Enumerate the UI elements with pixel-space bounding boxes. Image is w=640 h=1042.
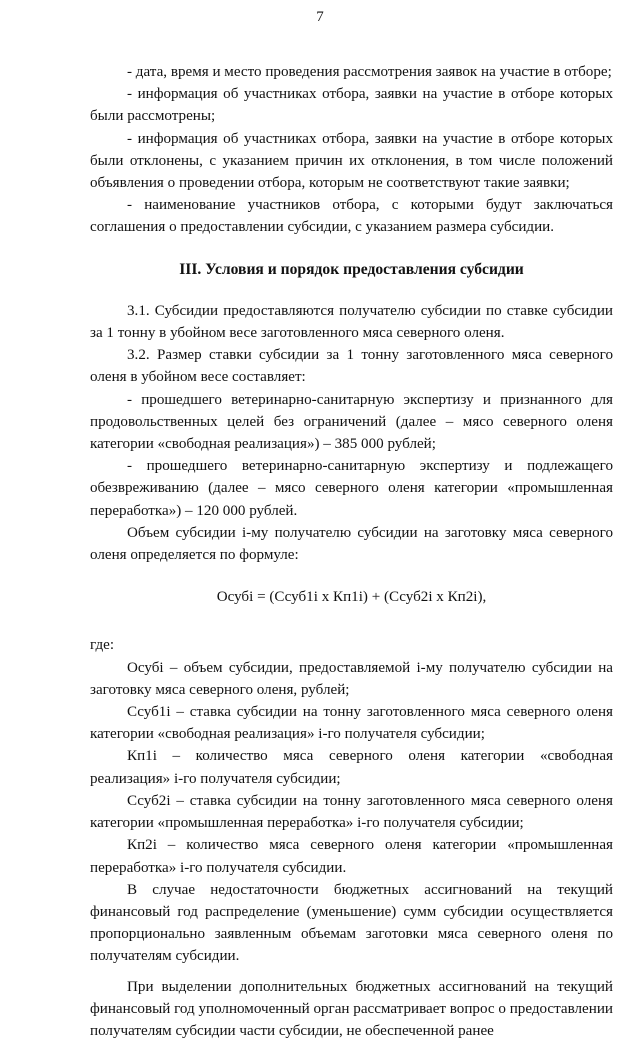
document-body — [90, 61, 613, 1042]
paragraph-shortage: В случае недостаточности бюджетных ассигнований на текущий финансовый год распределение (уменьшение) сумм субсидии осуществляется пропорционально заявленным объемам заготовки мяса северного оленя по получателям субсидии. — [90, 881, 613, 965]
definition-kp2: Кп2i – количество мяса северного оленя категории «промышленная переработка» i-го получателя субсидии. — [90, 837, 613, 876]
definition-osub: Осубi – объем субсидии, предоставляемой i-му получателю субсидии на заготовку мяса северного оленя, рублей; — [90, 659, 613, 698]
paragraph-additional: При выделении дополнительных бюджетных ассигнований на текущий финансовый год уполномоченный орган рассматривает вопрос о предоставлении получателям субсидии части субсидии, не обеспеченной ранее — [90, 978, 613, 1039]
definition-ssub2: Ссуб2i – ставка субсидии на тонну заготовленного мяса северного оленя категории «промышленная переработка» i-го получателя субсидии; — [90, 792, 613, 832]
volume-intro: Объем субсидии i-му получателю субсидии на заготовку мяса северного оленя определяется по формуле: — [90, 524, 613, 564]
section-heading: III. Условия и порядок предоставления субсидии — [179, 260, 524, 278]
page-number: 7 — [316, 9, 324, 25]
formula: Осубi = (Ссуб1i x Кп1i) + (Ссуб2i x Кп2i), — [216, 589, 487, 606]
list-item-date: - дата, время и место проведения рассмотрения заявок на участие в отборе; — [127, 64, 612, 80]
definition-ssub1: Ссуб1i – ставка субсидии на тонну заготовленного мяса северного оленя категории «свободная реализация» i-го получателя субсидии; — [90, 704, 613, 743]
paragraph-3-2: 3.2. Размер ставки субсидии за 1 тонну заготовленного мяса северного оленя в убойном весе составляет: — [90, 347, 613, 386]
rate-industrial: - прошедшего ветеринарно-санитарную экспертизу и подлежащего обезвреживанию (далее – мясо северного оленя категории «промышленная переработка») – 120 000 рублей. — [90, 458, 613, 519]
list-item-winners: - наименование участников отбора, с которыми будут заключаться соглашения о предоставлении субсидии, с указанием размера субсидии. — [90, 197, 613, 236]
list-item-reviewed: - информация об участниках отбора, заявки на участие в отборе которых были рассмотрены; — [90, 86, 613, 125]
where-label: где: — [90, 637, 115, 654]
list-item-rejected: - информация об участниках отбора, заявки на участие в отборе которых были отклонены, с указанием причин их отклонения, в том числе положений объявления о проведении отбора, которым не соответствуют такие заявки; — [90, 130, 613, 192]
definition-kp1: Кп1i – количество мяса северного оленя категории «свободная реализация» i-го получателя субсидии; — [90, 748, 613, 787]
paragraph-3-1: 3.1. Субсидии предоставляются получателю субсидии по ставке субсидии за 1 тонну в убойном весе заготовленного мяса северного оленя. — [90, 302, 613, 342]
rate-free-sale: - прошедшего ветеринарно-санитарную экспертизу и признанного для продовольственных целей без ограничений (далее – мясо северного оленя категории «свободная реализация») – 385 000 рублей; — [90, 391, 613, 453]
